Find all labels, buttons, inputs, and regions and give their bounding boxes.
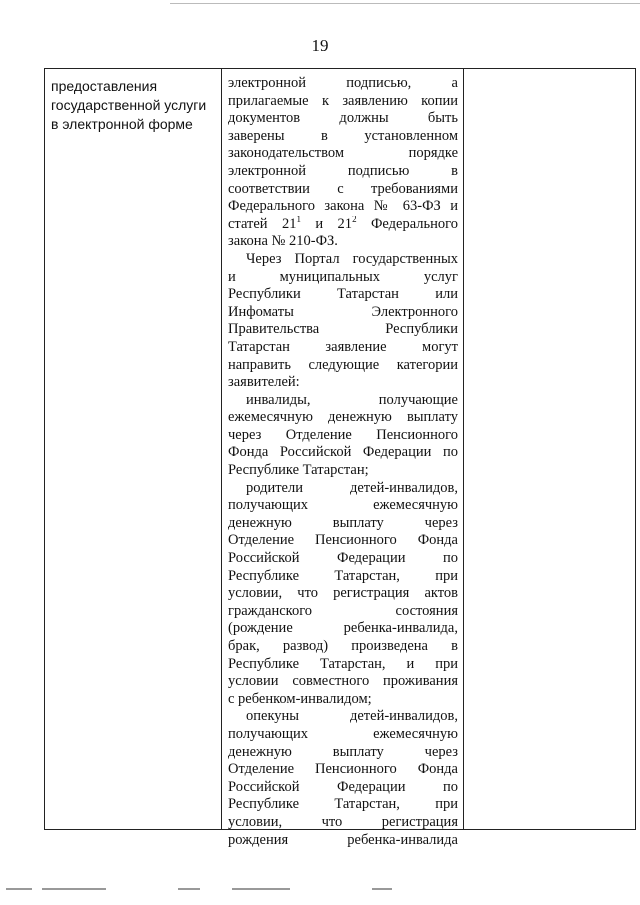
text-line: получающих ежемесячную [228,497,458,514]
text-line: заявителей: [228,374,300,391]
text-line: Инфоматы Электронного [228,303,458,320]
paragraph-start-line: Через Портал государственных [246,250,458,267]
text-line: с ребенком-инвалидом; [228,690,372,707]
cell-line: предоставления [51,78,158,94]
text-line: денежную выплату через [228,743,458,760]
text-line: рождения ребенка-инвалида [228,831,458,848]
superscript: 1 [296,215,301,224]
text-line: Республике Татарстан, при [228,567,458,584]
table-cell-description [228,75,458,849]
text-line: через Отделение Пенсионного [228,426,458,443]
text-line: условии, что регистрация [228,813,458,830]
text-line: ежемесячную денежную выплату [228,409,458,426]
scan-top-edge [170,3,640,4]
paragraph-start-line: инвалиды, получающие [246,391,458,408]
text-line: электронной подписью в [228,162,458,179]
text-line: Республике Татарстан, при [228,796,458,813]
text-fragment: Федерального [356,215,458,232]
text-line: Отделение Пенсионного Фонда [228,532,458,549]
text-line: прилагаемые к заявлению копии [228,92,458,109]
page-number: 19 [311,36,329,55]
text-line: Республике Татарстан, и при [228,655,458,672]
text-line: условии совместного проживания [228,673,458,690]
text-line: Правительства Республики [228,321,458,338]
cell-line: в электронной форме [51,116,193,132]
text-fragment: и 21 [300,215,353,232]
text-line: закона № 210-ФЗ. [228,233,338,250]
column-divider-1 [221,69,222,829]
text-fragment: статей 21 [228,215,297,232]
document-table [44,68,636,848]
text-line: Фонда Российской Федерации по [228,444,458,461]
superscript: 2 [352,215,357,224]
text-line: условии, что регистрация актов [228,585,458,602]
text-line: электронной подписью, а [228,75,458,91]
scan-mark [6,888,32,890]
scan-mark [372,888,392,890]
text-line: получающих ежемесячную [228,725,458,742]
scan-mark [232,888,290,890]
text-line: документов должны быть [228,110,458,127]
text-line: соответствии с требованиями [228,180,458,197]
text-line-with-superscripts [228,216,458,234]
text-line: Федерального закона № 63-ФЗ и [228,198,458,215]
table-cell-service-name [51,77,221,134]
scan-mark [42,888,106,890]
text-line: заверены в установленном [228,127,458,144]
cell-line: государственной услуги [51,97,207,113]
text-line: (рождение ребенка-инвалида, [228,620,458,637]
paragraph-start-line: родители детей-инвалидов, [246,479,458,496]
text-line: Республике Татарстан; [228,462,369,479]
text-line: Российской Федерации по [228,550,458,567]
text-line: брак, развод) произведена в [228,638,458,654]
column-divider-2 [463,69,464,829]
text-line: и муниципальных услуг [228,268,458,285]
text-line: законодательством порядке [228,145,458,162]
text-line: Республики Татарстан или [228,286,458,303]
scan-mark [178,888,200,890]
text-line: денежную выплату через [228,514,458,531]
text-line: гражданского состояния [228,602,458,619]
text-line: Российской Федерации по [228,778,458,795]
paragraph-start-line: опекуны детей-инвалидов, [246,708,458,725]
text-line: направить следующие категории [228,356,458,373]
text-line: Отделение Пенсионного Фонда [228,761,458,778]
scan-bottom-artifact [0,888,640,891]
text-line: Татарстан заявление могут [228,338,458,355]
